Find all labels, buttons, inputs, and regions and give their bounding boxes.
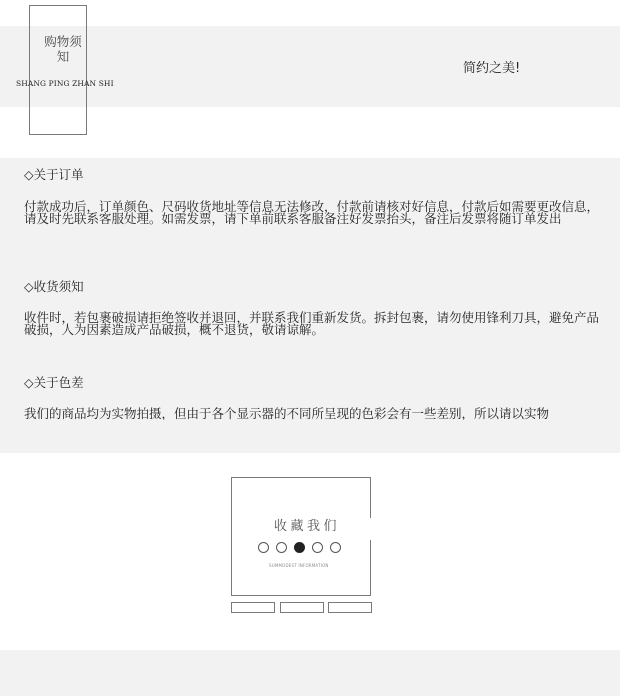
section-heading-color: ◇关于色差 — [24, 375, 84, 390]
footer-band — [0, 650, 620, 696]
collect-subtitle: SUMMODEST INFORMATION — [269, 563, 329, 568]
collect-tab-2[interactable] — [280, 602, 324, 613]
text-line: 收件时，若包裹破损请拒绝签收并退回，并联系我们重新发货。拆封包裹，请勿使用锋利刀具，避免产品 — [24, 310, 600, 325]
info-band — [0, 158, 620, 453]
tag-subtitle: SHANG PING ZHAN SHI — [16, 79, 114, 88]
section-text-color: 我们的商品均为实物拍摄，但由于各个显示器的不同所呈现的色彩会有一些差别，所以请以实物 — [24, 406, 550, 420]
header-band — [0, 26, 620, 107]
tag-title: 购物须知 — [44, 34, 82, 64]
info-content — [24, 158, 616, 420]
collect-tab-1[interactable] — [231, 602, 275, 613]
shopping-notice-tag — [29, 5, 87, 135]
collect-title: 收藏我们 — [274, 519, 341, 534]
text-line: 破损，人为因素造成产品破损，概不退货，敬请谅解。 — [24, 322, 325, 337]
carousel-dots — [258, 542, 341, 553]
section-heading-receiving: ◇收货须知 — [24, 279, 84, 294]
carousel-dot-5[interactable] — [330, 542, 341, 553]
carousel-dot-1[interactable] — [258, 542, 269, 553]
carousel-dot-3[interactable] — [294, 542, 305, 553]
slogan: 简约之美! — [463, 61, 521, 76]
collect-tab-3[interactable] — [328, 602, 372, 613]
carousel-dot-2[interactable] — [276, 542, 287, 553]
text-line: 请及时先联系客服处理。如需发票，请下单前联系客服备注好发票抬头，备注后发票将随订单发出 — [24, 211, 562, 226]
section-text-receiving — [24, 312, 614, 336]
carousel-dot-4[interactable] — [312, 542, 323, 553]
section-heading-order: ◇关于订单 — [24, 167, 84, 182]
collect-us-panel[interactable] — [231, 477, 371, 596]
section-text-order — [24, 201, 614, 225]
panel-notch — [370, 518, 373, 540]
text-line: 付款成功后，订单颜色、尺码收货地址等信息无法修改，付款前请核对好信息，付款后如需要更改信息， — [24, 199, 600, 214]
